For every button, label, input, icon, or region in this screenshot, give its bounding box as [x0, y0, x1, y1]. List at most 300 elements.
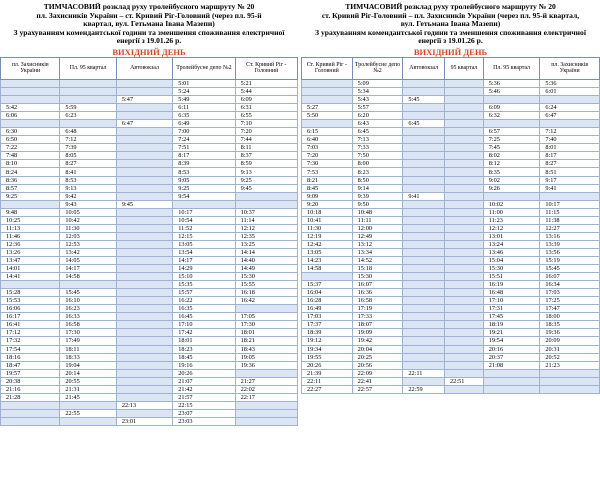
left-time-cell: 21:27 [235, 377, 297, 385]
right-table-row [302, 361, 600, 369]
right-time-cell: 19:55 [302, 353, 353, 361]
right-time-cell: 13:16 [540, 232, 600, 240]
left-time-cell: 13:25 [235, 240, 297, 248]
right-time-cell: 9:09 [302, 192, 353, 200]
left-time-cell: 10:05 [60, 208, 116, 216]
right-time-cell [302, 120, 353, 128]
right-time-cell [445, 192, 484, 200]
right-time-cell: 8:51 [540, 168, 600, 176]
left-time-cell: 6:50 [1, 136, 60, 144]
left-table-row [1, 377, 298, 385]
right-time-cell: 8:00 [352, 160, 403, 168]
right-time-cell: 15:51 [483, 273, 540, 281]
left-time-cell: 6:48 [60, 128, 116, 136]
left-time-cell: 18:23 [173, 345, 235, 353]
right-time-cell [445, 273, 484, 281]
right-col-header: Автовокзал [403, 57, 445, 79]
left-table-row [1, 192, 298, 200]
right-time-cell: 16:19 [483, 281, 540, 289]
left-time-cell: 8:05 [60, 152, 116, 160]
right-time-cell: 9:02 [483, 176, 540, 184]
left-time-cell: 8:53 [60, 176, 116, 184]
left-time-cell: 18:16 [1, 353, 60, 361]
left-time-cell: 7:44 [235, 136, 297, 144]
left-table-row [1, 96, 298, 104]
right-time-cell: 19:42 [352, 337, 403, 345]
right-time-cell: 7:12 [540, 128, 600, 136]
right-time-cell: 7:40 [540, 136, 600, 144]
right-col-header: Пл. 95 квартал [483, 57, 540, 79]
left-table-row [1, 385, 298, 393]
right-time-cell: 8:12 [483, 160, 540, 168]
left-time-cell: 14:17 [60, 265, 116, 273]
left-time-cell: 10:42 [60, 216, 116, 224]
left-table-row [1, 88, 298, 96]
right-table-row [302, 192, 600, 200]
right-time-cell: 6:01 [540, 88, 600, 96]
left-time-cell [60, 401, 116, 409]
left-time-cell: 21:31 [60, 385, 116, 393]
left-time-cell: 9:42 [60, 192, 116, 200]
right-time-cell [445, 136, 484, 144]
left-time-cell: 12:36 [1, 240, 60, 248]
left-time-cell: 18:01 [173, 337, 235, 345]
left-time-cell [116, 240, 172, 248]
right-time-cell [403, 361, 445, 369]
right-time-cell: 13:56 [540, 248, 600, 256]
left-table-row [1, 289, 298, 297]
right-table-row [302, 337, 600, 345]
left-time-cell: 23:03 [173, 417, 235, 425]
right-time-cell [445, 96, 484, 104]
right-table-row [302, 216, 600, 224]
left-time-cell: 16:41 [1, 321, 60, 329]
right-time-cell: 12:19 [302, 232, 353, 240]
left-time-cell [60, 120, 116, 128]
left-time-cell: 13:42 [60, 248, 116, 256]
right-timetable-body [302, 79, 600, 393]
left-time-cell: 16:17 [1, 313, 60, 321]
right-table-row [302, 313, 600, 321]
left-time-cell [116, 281, 172, 289]
right-time-cell [403, 208, 445, 216]
left-table-row [1, 79, 298, 87]
right-time-cell: 6:57 [483, 128, 540, 136]
left-time-cell [116, 329, 172, 337]
left-time-cell [116, 128, 172, 136]
left-time-cell: 7:00 [173, 128, 235, 136]
left-table-row [1, 361, 298, 369]
right-time-cell: 9:20 [302, 200, 353, 208]
right-table-row [302, 79, 600, 87]
left-time-cell: 7:51 [173, 144, 235, 152]
left-time-cell: 10:54 [173, 216, 235, 224]
right-time-cell: 6:40 [302, 136, 353, 144]
right-time-cell [445, 144, 484, 152]
right-time-cell: 9:41 [403, 192, 445, 200]
right-note-line-2: енергії з 19.01.26 р. [418, 36, 483, 46]
left-note-line-1: З урахуванням комендантської години та зменшення споживання електричної [13, 27, 285, 37]
left-time-cell: 5:49 [173, 96, 235, 104]
right-time-cell: 15:45 [540, 265, 600, 273]
right-time-cell: 12:27 [540, 224, 600, 232]
right-time-cell: 16:58 [352, 297, 403, 305]
left-time-cell: 16:06 [1, 305, 60, 313]
right-time-cell [403, 79, 445, 87]
right-time-cell [403, 160, 445, 168]
right-time-cell: 6:15 [302, 128, 353, 136]
right-table-row [302, 248, 600, 256]
left-table-row [1, 120, 298, 128]
right-time-cell [483, 369, 540, 377]
left-time-cell [173, 200, 235, 208]
left-table-row [1, 273, 298, 281]
right-time-cell: 21:39 [302, 369, 353, 377]
left-time-cell: 18:21 [235, 337, 297, 345]
left-time-cell [116, 136, 172, 144]
right-time-cell: 10:41 [302, 216, 353, 224]
right-time-cell: 5:50 [302, 112, 353, 120]
right-time-cell: 7:30 [302, 160, 353, 168]
right-time-cell [445, 240, 484, 248]
right-note-line-1: З урахуванням комендантської години та зменшення споживання електричної [315, 27, 586, 37]
left-table-row [1, 136, 298, 144]
right-table-row [302, 240, 600, 248]
right-time-cell: 19:54 [483, 337, 540, 345]
left-time-cell [116, 192, 172, 200]
left-time-cell: 6:23 [60, 112, 116, 120]
right-time-cell: 11:00 [483, 208, 540, 216]
right-time-cell: 17:19 [352, 305, 403, 313]
left-time-cell: 14:58 [60, 273, 116, 281]
left-col-header: Тролейбусне депо №2 [173, 57, 235, 79]
left-table-row [1, 321, 298, 329]
left-time-cell: 5:42 [1, 104, 60, 112]
right-table-row [302, 232, 600, 240]
right-table-row [302, 329, 600, 337]
left-time-cell: 11:46 [1, 232, 60, 240]
right-time-cell: 9:17 [540, 176, 600, 184]
right-table-row [302, 345, 600, 353]
right-time-cell: 5:36 [540, 79, 600, 87]
right-time-cell: 8:50 [352, 176, 403, 184]
left-time-cell: 12:12 [235, 224, 297, 232]
left-time-cell: 18:47 [1, 361, 60, 369]
left-time-cell: 13:54 [173, 248, 235, 256]
right-time-cell: 7:33 [352, 144, 403, 152]
right-time-cell [445, 160, 484, 168]
right-time-cell: 8:21 [302, 176, 353, 184]
left-table-row [1, 208, 298, 216]
right-time-cell [302, 79, 353, 87]
right-time-cell: 10:18 [302, 208, 353, 216]
left-time-cell: 21:16 [1, 385, 60, 393]
right-time-cell: 5:09 [352, 79, 403, 87]
right-timetable [301, 57, 600, 394]
left-col-header: Пл. 95 квартал [60, 57, 116, 79]
left-table-row [1, 248, 298, 256]
right-time-cell: 16:48 [483, 289, 540, 297]
right-time-cell: 6:24 [540, 104, 600, 112]
left-time-cell: 9:54 [173, 192, 235, 200]
right-time-cell [540, 377, 600, 385]
left-time-cell: 16:33 [60, 313, 116, 321]
right-time-cell [445, 224, 484, 232]
left-time-cell [116, 232, 172, 240]
left-time-cell: 16:42 [235, 297, 297, 305]
right-time-cell [403, 257, 445, 265]
left-time-cell [1, 417, 60, 425]
left-time-cell: 18:45 [173, 353, 235, 361]
left-time-cell: 21:07 [173, 377, 235, 385]
left-table-row [1, 305, 298, 313]
left-time-cell [60, 96, 116, 104]
left-time-cell: 20:14 [60, 369, 116, 377]
right-time-cell [445, 369, 484, 377]
left-time-cell: 16:23 [60, 305, 116, 313]
right-time-cell: 13:24 [483, 240, 540, 248]
right-table-row [302, 104, 600, 112]
right-time-cell [403, 224, 445, 232]
right-time-cell [540, 120, 600, 128]
right-time-cell: 5:43 [352, 96, 403, 104]
right-time-cell [445, 345, 484, 353]
left-time-cell: 20:26 [173, 369, 235, 377]
left-time-cell: 17:54 [1, 345, 60, 353]
right-time-cell [403, 337, 445, 345]
right-time-cell [445, 232, 484, 240]
left-time-cell [235, 417, 297, 425]
right-time-cell: 16:07 [352, 281, 403, 289]
left-time-cell [116, 152, 172, 160]
left-time-cell: 22:02 [235, 385, 297, 393]
right-time-cell: 15:19 [540, 257, 600, 265]
left-time-cell: 13:05 [173, 240, 235, 248]
left-time-cell: 17:12 [1, 329, 60, 337]
right-time-cell: 7:25 [483, 136, 540, 144]
left-time-cell [116, 321, 172, 329]
right-time-cell [445, 152, 484, 160]
left-time-cell: 9:25 [173, 184, 235, 192]
right-time-cell: 17:31 [483, 305, 540, 313]
right-time-cell: 19:36 [540, 329, 600, 337]
right-time-cell [403, 281, 445, 289]
right-table-row [302, 305, 600, 313]
left-time-cell: 8:39 [173, 160, 235, 168]
left-time-cell [116, 208, 172, 216]
left-time-cell: 21:57 [173, 393, 235, 401]
right-time-cell: 6:47 [540, 112, 600, 120]
right-time-cell: 19:34 [302, 345, 353, 353]
right-time-cell [445, 337, 484, 345]
right-time-cell: 5:36 [483, 79, 540, 87]
left-time-cell [116, 184, 172, 192]
left-table-row [1, 329, 298, 337]
right-time-cell: 5:57 [352, 104, 403, 112]
right-time-cell [403, 329, 445, 337]
left-time-cell: 16:45 [173, 313, 235, 321]
right-table-row [302, 369, 600, 377]
left-time-cell: 9:48 [1, 208, 60, 216]
left-time-cell: 15:45 [60, 289, 116, 297]
left-time-cell [116, 361, 172, 369]
right-col-header: 95 квартал [445, 57, 484, 79]
right-time-cell: 9:39 [352, 192, 403, 200]
right-time-cell: 18:35 [540, 321, 600, 329]
left-time-cell: 21:28 [1, 393, 60, 401]
right-time-cell: 14:23 [302, 257, 353, 265]
right-time-cell [445, 176, 484, 184]
right-time-cell: 22:57 [352, 385, 403, 393]
right-time-cell: 20:16 [483, 345, 540, 353]
left-time-cell [116, 168, 172, 176]
left-day-label: ВИХІДНИЙ ДЕНЬ [112, 46, 186, 57]
left-table-row [1, 224, 298, 232]
right-time-cell: 15:18 [352, 265, 403, 273]
left-time-cell: 9:05 [173, 176, 235, 184]
left-time-cell [116, 257, 172, 265]
right-time-cell [403, 128, 445, 136]
right-time-cell: 12:49 [352, 232, 403, 240]
right-time-cell [445, 353, 484, 361]
right-time-cell: 13:39 [540, 240, 600, 248]
left-time-cell [116, 345, 172, 353]
left-time-cell [1, 281, 60, 289]
right-time-cell [483, 377, 540, 385]
left-time-cell: 11:13 [1, 224, 60, 232]
right-time-cell [483, 192, 540, 200]
left-time-cell: 8:37 [235, 152, 297, 160]
left-time-cell [116, 273, 172, 281]
left-table-row [1, 353, 298, 361]
left-time-cell: 8:41 [60, 168, 116, 176]
left-time-cell: 6:49 [173, 120, 235, 128]
right-time-cell: 13:46 [483, 248, 540, 256]
left-time-cell [116, 79, 172, 87]
left-time-cell: 16:22 [173, 297, 235, 305]
left-time-cell: 7:20 [235, 128, 297, 136]
left-time-cell: 8:24 [1, 168, 60, 176]
right-time-cell [403, 297, 445, 305]
right-time-cell [403, 144, 445, 152]
right-time-cell: 17:03 [302, 313, 353, 321]
left-table-row [1, 232, 298, 240]
right-time-cell: 6:20 [352, 112, 403, 120]
right-time-cell [445, 248, 484, 256]
right-header-row [302, 57, 600, 79]
left-time-cell: 18:33 [60, 353, 116, 361]
right-time-cell [445, 289, 484, 297]
left-time-cell: 11:14 [235, 216, 297, 224]
left-time-cell: 7:39 [60, 144, 116, 152]
right-route-line-2: вул. Гетьмана Івана Мазепи) [400, 19, 501, 29]
left-table-row [1, 200, 298, 208]
right-table-row [302, 152, 600, 160]
left-time-cell: 9:25 [235, 176, 297, 184]
right-time-cell [445, 112, 484, 120]
right-time-cell: 5:34 [352, 88, 403, 96]
right-time-cell: 13:05 [302, 248, 353, 256]
right-time-cell [403, 345, 445, 353]
right-time-cell [445, 79, 484, 87]
right-table-row [302, 265, 600, 273]
left-time-cell: 21:42 [173, 385, 235, 393]
right-time-cell: 7:45 [483, 144, 540, 152]
left-time-cell: 12:03 [60, 232, 116, 240]
right-time-cell: 22:09 [352, 369, 403, 377]
left-table-row [1, 393, 298, 401]
right-time-cell [403, 216, 445, 224]
left-table-row [1, 345, 298, 353]
right-time-cell: 8:02 [483, 152, 540, 160]
left-table-row [1, 216, 298, 224]
right-time-cell [540, 96, 600, 104]
right-time-cell: 17:03 [540, 289, 600, 297]
left-time-cell: 6:55 [235, 112, 297, 120]
right-time-cell: 18:07 [352, 321, 403, 329]
left-table-row [1, 409, 298, 417]
right-time-cell: 15:04 [483, 257, 540, 265]
right-route-line-1: ст. Кривий Ріг-Головний – пл. Захисників України (через пл. 95-й квартал, [321, 10, 580, 20]
left-table-row [1, 112, 298, 120]
right-time-cell: 8:45 [302, 184, 353, 192]
left-time-cell: 8:59 [235, 160, 297, 168]
left-time-cell [116, 337, 172, 345]
right-time-cell [302, 96, 353, 104]
right-time-cell [445, 265, 484, 273]
right-time-cell [445, 104, 484, 112]
left-timetable-body [1, 79, 298, 425]
left-time-cell: 22:55 [60, 409, 116, 417]
left-time-cell [116, 104, 172, 112]
left-time-cell: 16:58 [60, 321, 116, 329]
left-time-cell: 18:01 [235, 329, 297, 337]
right-table-row [302, 160, 600, 168]
right-time-cell [445, 281, 484, 289]
left-time-cell: 16:35 [173, 305, 235, 313]
left-time-cell: 13:47 [1, 257, 60, 265]
left-time-cell: 9:45 [235, 184, 297, 192]
left-time-cell: 6:06 [1, 112, 60, 120]
left-col-header: Ст. Кривий Ріг - Головний [235, 57, 297, 79]
right-time-cell [445, 208, 484, 216]
right-time-cell: 7:53 [302, 168, 353, 176]
left-time-cell: 12:15 [173, 232, 235, 240]
right-time-cell [540, 369, 600, 377]
right-time-cell [540, 385, 600, 393]
right-schedule-panel [301, 0, 600, 394]
left-time-cell: 15:10 [173, 273, 235, 281]
right-time-cell [445, 216, 484, 224]
right-table-row [302, 353, 600, 361]
right-time-cell: 8:01 [540, 144, 600, 152]
right-time-cell [445, 361, 484, 369]
left-table-row [1, 257, 298, 265]
right-time-cell: 22:51 [445, 377, 484, 385]
left-time-cell: 18:11 [60, 345, 116, 353]
right-table-row [302, 208, 600, 216]
right-time-cell: 6:45 [403, 120, 445, 128]
right-time-cell: 11:23 [483, 216, 540, 224]
left-time-cell [1, 409, 60, 417]
left-time-cell: 7:22 [1, 144, 60, 152]
right-time-cell [403, 168, 445, 176]
left-time-cell: 14:49 [235, 265, 297, 273]
right-time-cell: 20:04 [352, 345, 403, 353]
right-time-cell: 11:11 [352, 216, 403, 224]
right-time-cell [445, 120, 484, 128]
left-title: ТИМЧАСОВИЙ розклад руху тролейбусного маршруту № 20 [43, 2, 255, 11]
